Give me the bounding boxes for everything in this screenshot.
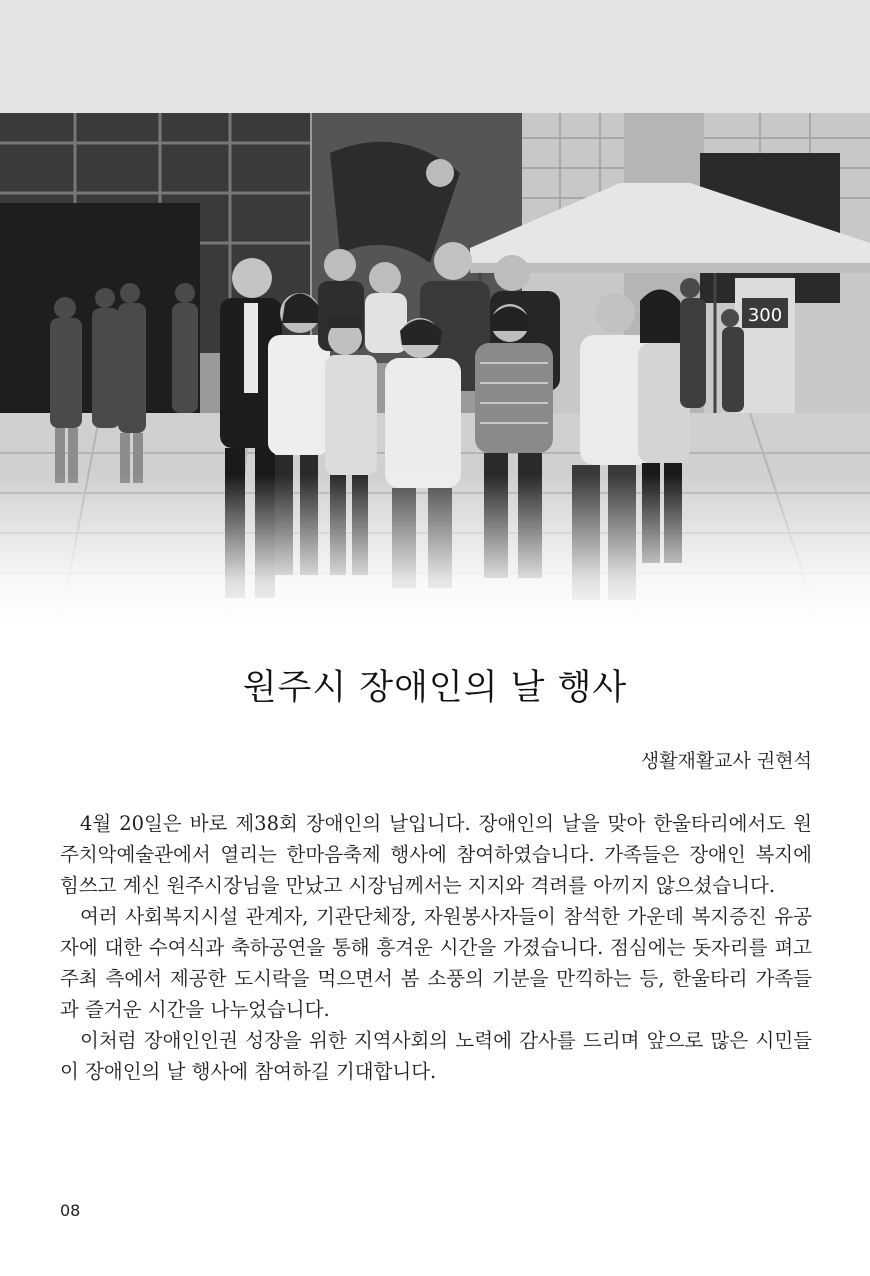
article-paragraph: 여러 사회복지시설 관계자, 기관단체장, 자원봉사자들이 참석한 가운데 복지증진 유공자에 대한 수여식과 축하공연을 통해 흥겨운 시간을 가졌습니다. 점심에는 돗자리를 펴고 주최 측에서 제공한 도시락을 먹으면서 봄 소풍의 기분을 만끽하는 등, 한울타리 가족들과 즐거운 시간을 나누었습니다. bbox=[60, 905, 812, 1021]
header-band bbox=[0, 0, 870, 113]
group-photo bbox=[0, 113, 870, 625]
article-title: 원주시 장애인의 날 행사 bbox=[242, 668, 628, 708]
photo-fade bbox=[0, 475, 870, 625]
article-body bbox=[60, 808, 812, 1087]
article-paragraph: 4월 20일은 바로 제38회 장애인의 날입니다. 장애인의 날을 맞아 한울타리에서도 원주치악예술관에서 열리는 한마음축제 행사에 참여하였습니다. 가족들은 장애인 복지에 힘쓰고 계신 원주시장님을 만났고 시장님께서는 지지와 격려를 아끼지 않으셨습니다. bbox=[60, 812, 812, 897]
page-number: 08 bbox=[60, 1201, 81, 1220]
tent-sign-text: 300 bbox=[747, 305, 783, 326]
article-author: 생활재활교사 권현석 bbox=[640, 750, 812, 772]
article-paragraph: 이처럼 장애인인권 성장을 위한 지역사회의 노력에 감사를 드리며 앞으로 많은 시민들이 장애인의 날 행사에 참여하길 기대합니다. bbox=[60, 1029, 812, 1083]
